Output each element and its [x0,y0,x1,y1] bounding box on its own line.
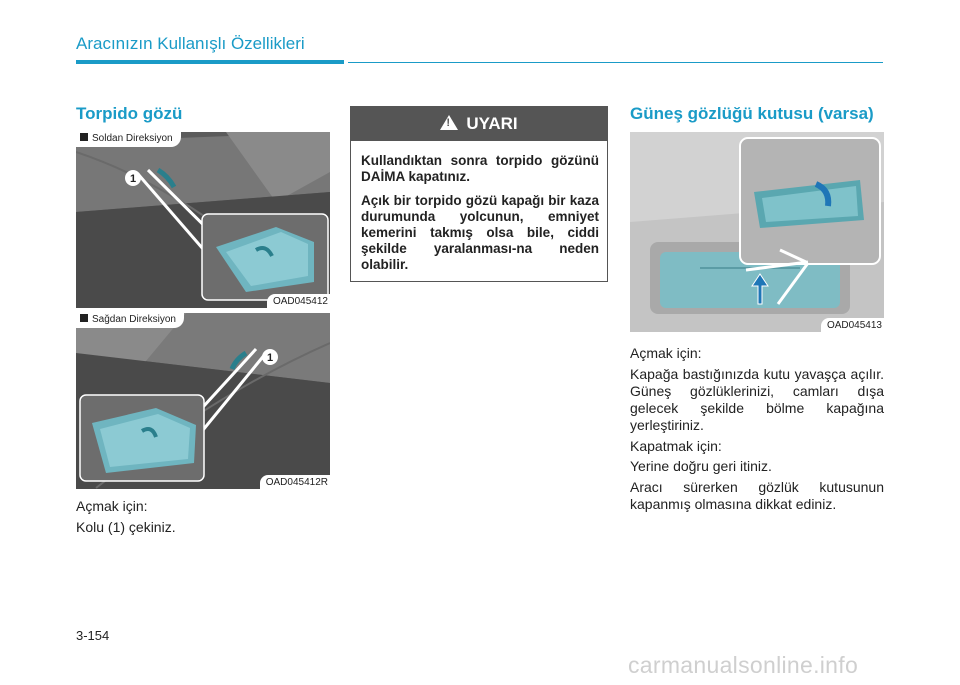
callout-1-lhd: 1 [129,173,137,185]
sunglass-section-title: Güneş gözlüğü kutusu (varsa) [630,104,874,123]
sunglass-note: Aracı sürerken gözlük kutusunun kapanmış olmasına dikkat ediniz. [630,479,884,512]
glovebox-rhd-illustration [76,313,330,489]
site-watermark: carmanualsonline.info [628,652,859,678]
header-accent-bar [76,60,344,64]
glovebox-lhd-illustration [76,132,330,308]
glovebox-section-title: Torpido gözü [76,104,183,123]
warning-header: !UYARI [351,107,607,141]
sunglass-open-text: Kapağa bastığınızda kutu yavaşça açılır. Güneş gözlüklerinizi, camları dışa gelecek şekilde bölme kapağına yerleştiriniz. [630,366,884,433]
glovebox-open-heading: Açmak için: [76,498,148,514]
figure-rhd-glovebox [76,313,330,489]
glovebox-open-step: Kolu (1) çekiniz. [76,519,176,535]
figure-lhd-label: Soldan Direksiyon [76,132,181,147]
warning-triangle-icon [440,115,458,130]
warning-paragraph-1: Kullandıktan sonra torpido gözünü DAİMA kapatınız. [361,153,599,184]
figure-sunglass-holder [630,132,884,332]
figure-rhd-code: OAD045412R [260,475,330,489]
warning-paragraph-2: Açık bir torpido gözü kapağı bir kaza durumunda yolcunun, emniyet kemerini takmış olsa bile, ciddi şekilde yaralanması-na neden olabilir. [361,193,599,272]
sunglass-close-text: Yerine doğru geri itiniz. [630,458,772,474]
callout-1-rhd: 1 [266,352,274,364]
warning-box [350,106,608,282]
figure-lhd-code: OAD045412 [267,294,330,308]
sunglass-close-heading: Kapatmak için: [630,438,722,454]
page-header-title: Aracınızın Kullanışlı Özellikleri [76,34,305,53]
figure-lhd-glovebox [76,132,330,308]
page-number: 3-154 [76,628,110,643]
figure-rhd-label: Sağdan Direksiyon [76,313,184,328]
sunglass-holder-illustration [630,132,884,332]
figure-sunglass-code: OAD045413 [821,318,884,332]
sunglass-open-heading: Açmak için: [630,345,702,361]
header-rule [348,62,883,63]
